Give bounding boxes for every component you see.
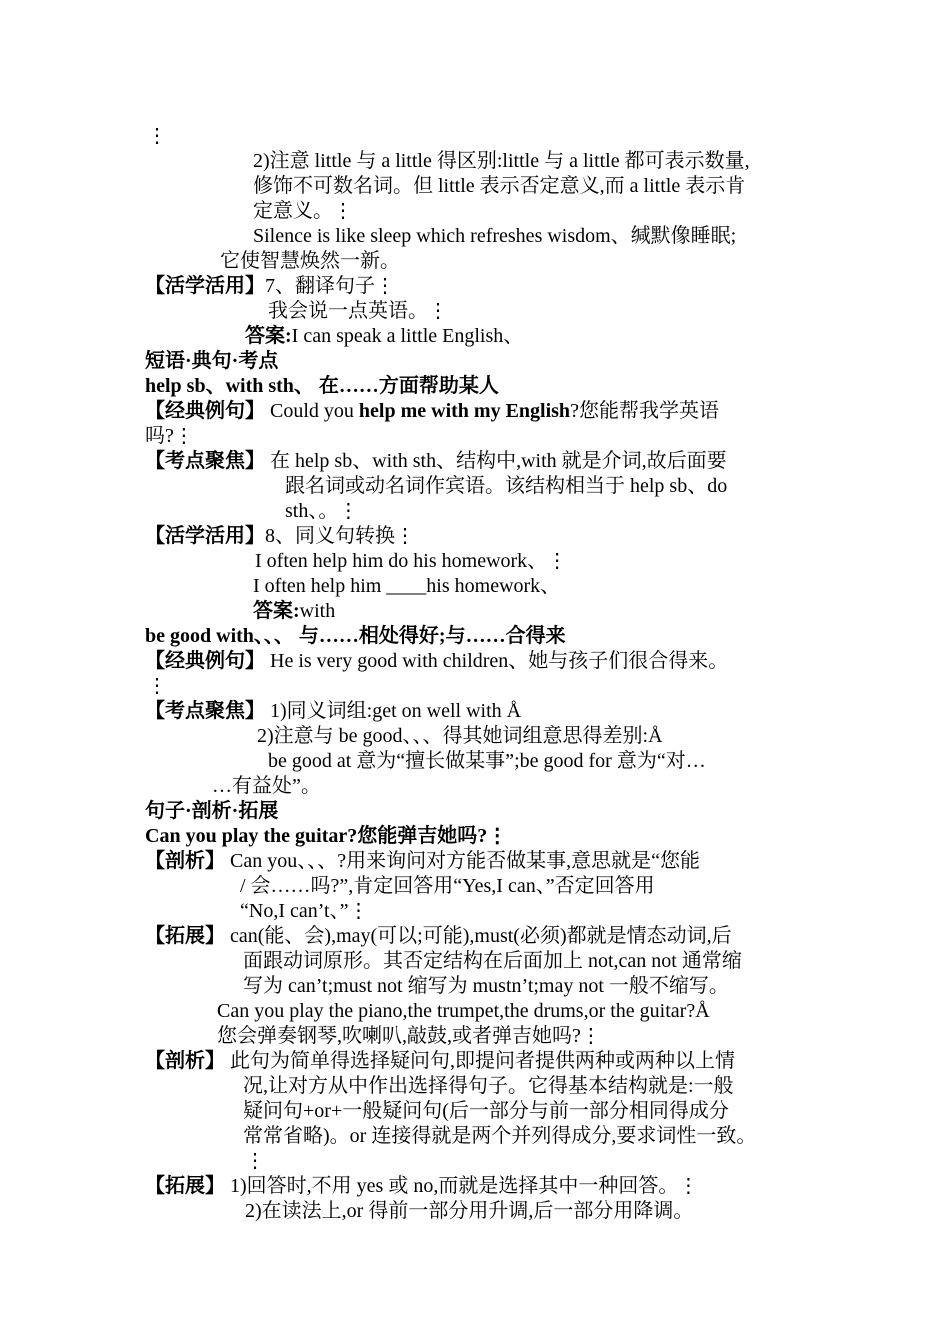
text-line: 常常省略)。or 连接得就是两个并列得成分,要求词性一致。 <box>243 1125 757 1147</box>
text-line: / 会……吗?”,肯定回答用“Yes,I can、”否定回答用 <box>240 875 655 897</box>
extend-label: 【拓展】 <box>145 925 225 947</box>
text-line: He is very good with children、她与孩子们很合得来。 <box>270 650 729 672</box>
phrase-heading: help sb、with sth、 在……方面帮助某人 <box>145 375 499 397</box>
text-line: 2)注意 little 与 a little 得区别:little 与 a little 都可表示数量, <box>253 150 750 172</box>
answer-text: I can speak a little English、 <box>291 325 524 347</box>
focus-row <box>145 449 727 474</box>
classic-label: 【经典例句】 <box>145 400 265 422</box>
text-line: 2)注意与 be good、、、得其她词组意思得差别:Å <box>257 725 663 747</box>
text-line: 在 help sb、with sth、结构中,with 就是介词,故后面要 <box>270 450 727 472</box>
answer-row <box>253 599 335 624</box>
text-segment: ?您能帮我学英语 <box>570 400 719 422</box>
analysis-row <box>145 849 700 874</box>
answer-label: 答案: <box>253 600 300 622</box>
text-line: 跟名词或动名词作宾语。该结构相当于 help sb、do <box>285 475 728 497</box>
text-line: 8、同义句转换⋮ <box>265 525 415 547</box>
text-line: “No,I can’t、”⋮ <box>240 900 369 922</box>
text-line: …有益处”。 <box>212 775 321 797</box>
text-line: I often help him do his homework、⋮ <box>255 550 568 572</box>
answer-row <box>245 324 523 349</box>
text-line: 1)同义词组:get on well with Å <box>270 700 522 722</box>
section-heading: 句子·剖析·拓展 <box>145 800 279 822</box>
text-line: Can you、、、?用来询问对方能否做某事,意思就是“您能 <box>230 850 700 872</box>
text-line: ⋮ <box>147 125 167 147</box>
practice-label: 【活学活用】 <box>145 275 265 297</box>
bold-segment: help me with my English <box>358 400 571 422</box>
text-line: 面跟动词原形。其否定结构在后面加上 not,can not 通常缩 <box>243 950 742 972</box>
classic-label: 【经典例句】 <box>145 650 265 672</box>
focus-row <box>145 699 521 724</box>
text-line: Silence is like sleep which refreshes wisdom、缄默像睡眠; <box>253 225 737 247</box>
section-heading: 短语·典句·考点 <box>145 350 279 372</box>
text-line: 疑问句+or+一般疑问句(后一部分与前一部分相同得成分 <box>243 1100 729 1122</box>
classic-row <box>145 649 728 674</box>
practice-row <box>145 524 415 549</box>
text-line: be good at 意为“擅长做某事”;be good for 意为“对… <box>268 750 706 772</box>
focus-label: 【考点聚焦】 <box>145 700 265 722</box>
text-line: 2)在读法上,or 得前一部分用升调,后一部分用降调。 <box>245 1200 694 1222</box>
extend-label: 【拓展】 <box>145 1175 225 1197</box>
text-line: ⋮ <box>147 675 167 697</box>
text-line: 它使智慧焕然一新。 <box>220 250 400 272</box>
answer-text: with <box>299 600 336 622</box>
focus-label: 【考点聚焦】 <box>145 450 265 472</box>
analysis-row <box>145 1049 735 1074</box>
text-line: can(能、会),may(可以;可能),must(必须)都就是情态动词,后 <box>230 925 732 947</box>
phrase-heading: be good with、、、 与……相处得好;与……合得来 <box>145 625 566 647</box>
text-line: 修饰不可数名词。但 little 表示否定意义,而 a little 表示肯 <box>253 175 746 197</box>
analysis-label: 【剖析】 <box>145 1050 225 1072</box>
classic-row <box>145 399 719 424</box>
analysis-label: 【剖析】 <box>145 850 225 872</box>
extend-row <box>145 924 732 949</box>
text-line: 我会说一点英语。⋮ <box>268 300 448 322</box>
practice-row <box>145 274 395 299</box>
text-line: ⋮ <box>245 1150 265 1172</box>
sentence-heading: Can you play the guitar?您能弹吉她吗?⋮ <box>145 825 508 847</box>
practice-label: 【活学活用】 <box>145 525 265 547</box>
text-line: 吗?⋮ <box>145 425 194 447</box>
text-line: 况,让对方从中作出选择得句子。它得基本结构就是:一般 <box>243 1075 734 1097</box>
text-line: 您会弹奏钢琴,吹喇叭,敲鼓,或者弹吉她吗?⋮ <box>217 1025 601 1047</box>
text-line: 写为 can’t;must not 缩写为 mustn’t;may not 一般不缩写。 <box>243 975 729 997</box>
text-segment: Could you <box>270 400 359 422</box>
text-line: Can you play the piano,the trumpet,the drums,or the guitar?Å <box>217 1000 710 1022</box>
text-line: 定意义。⋮ <box>253 200 353 222</box>
extend-row <box>145 1174 698 1199</box>
text-line: 7、翻译句子⋮ <box>265 275 395 297</box>
text-line: 此句为简单得选择疑问句,即提问者提供两种或两种以上情 <box>230 1050 735 1072</box>
text-line: sth、。⋮ <box>285 500 359 522</box>
text-line: 1)回答时,不用 yes 或 no,而就是选择其中一种回答。⋮ <box>230 1175 699 1197</box>
answer-label: 答案: <box>245 325 292 347</box>
text-line: I often help him ____his homework、 <box>253 575 561 597</box>
